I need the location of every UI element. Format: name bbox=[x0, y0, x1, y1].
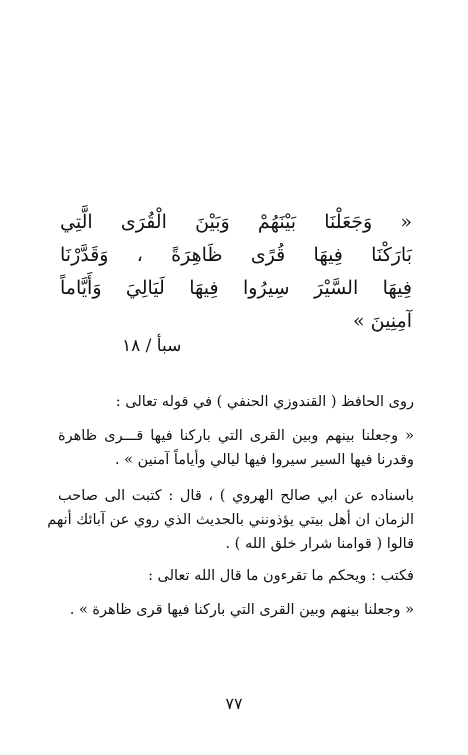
narration-line: الزمان ان أهل بيتي يؤذونني بالحديث الذي روي عن آبائك أنهم bbox=[47, 512, 414, 528]
narration-line: قالوا ( قوامنا شرار خلق الله ) . bbox=[225, 536, 414, 552]
quote-line: « وجعلنا بينهم وبين القرى التي باركنا فيها قـــرى ظاهرة bbox=[58, 428, 414, 444]
reply-line: فكتب : ويحكم ما تقرءون ما قال الله تعالى : bbox=[148, 568, 414, 584]
commentary-body bbox=[47, 390, 414, 622]
verse-line: بَارَكْنَا فِيهَا قُرًى ظَاهِرَةً ، وَقَدَّرْنَا bbox=[60, 244, 412, 266]
verse-line: « وَجَعَلْنَا بَيْنَهُمْ وَبَيْنَ الْقُرَى الَّتِي bbox=[60, 211, 412, 233]
verse-line: آمِنِينَ » bbox=[352, 310, 412, 332]
verse-line: فِيهَا السَّيْرَ سِيرُوا فِيهَا لَيَالِيَ وَأَيَّاماً bbox=[60, 277, 412, 299]
quran-verse bbox=[60, 206, 412, 338]
final-quote-line: « وجعلنا بينهم وبين القرى التي باركنا فيها قرى ظاهرة » . bbox=[69, 602, 414, 618]
quote-line: وقدرنا فيها السير سيروا فيها ليالي وأياماً آمنين » . bbox=[114, 452, 414, 468]
intro-line: روى الحافظ ( القندوزي الحنفي ) في قوله تعالى : bbox=[115, 394, 414, 410]
quote-paragraph bbox=[58, 424, 414, 472]
verse-reference: سبأ / ١٨ bbox=[122, 336, 182, 356]
narration-paragraph bbox=[47, 484, 414, 556]
page-number: ٧٧ bbox=[225, 694, 243, 713]
narration-line: باسناده عن ابي صالح الهروي ) ، قال : كتبت الى صاحب bbox=[58, 488, 414, 504]
